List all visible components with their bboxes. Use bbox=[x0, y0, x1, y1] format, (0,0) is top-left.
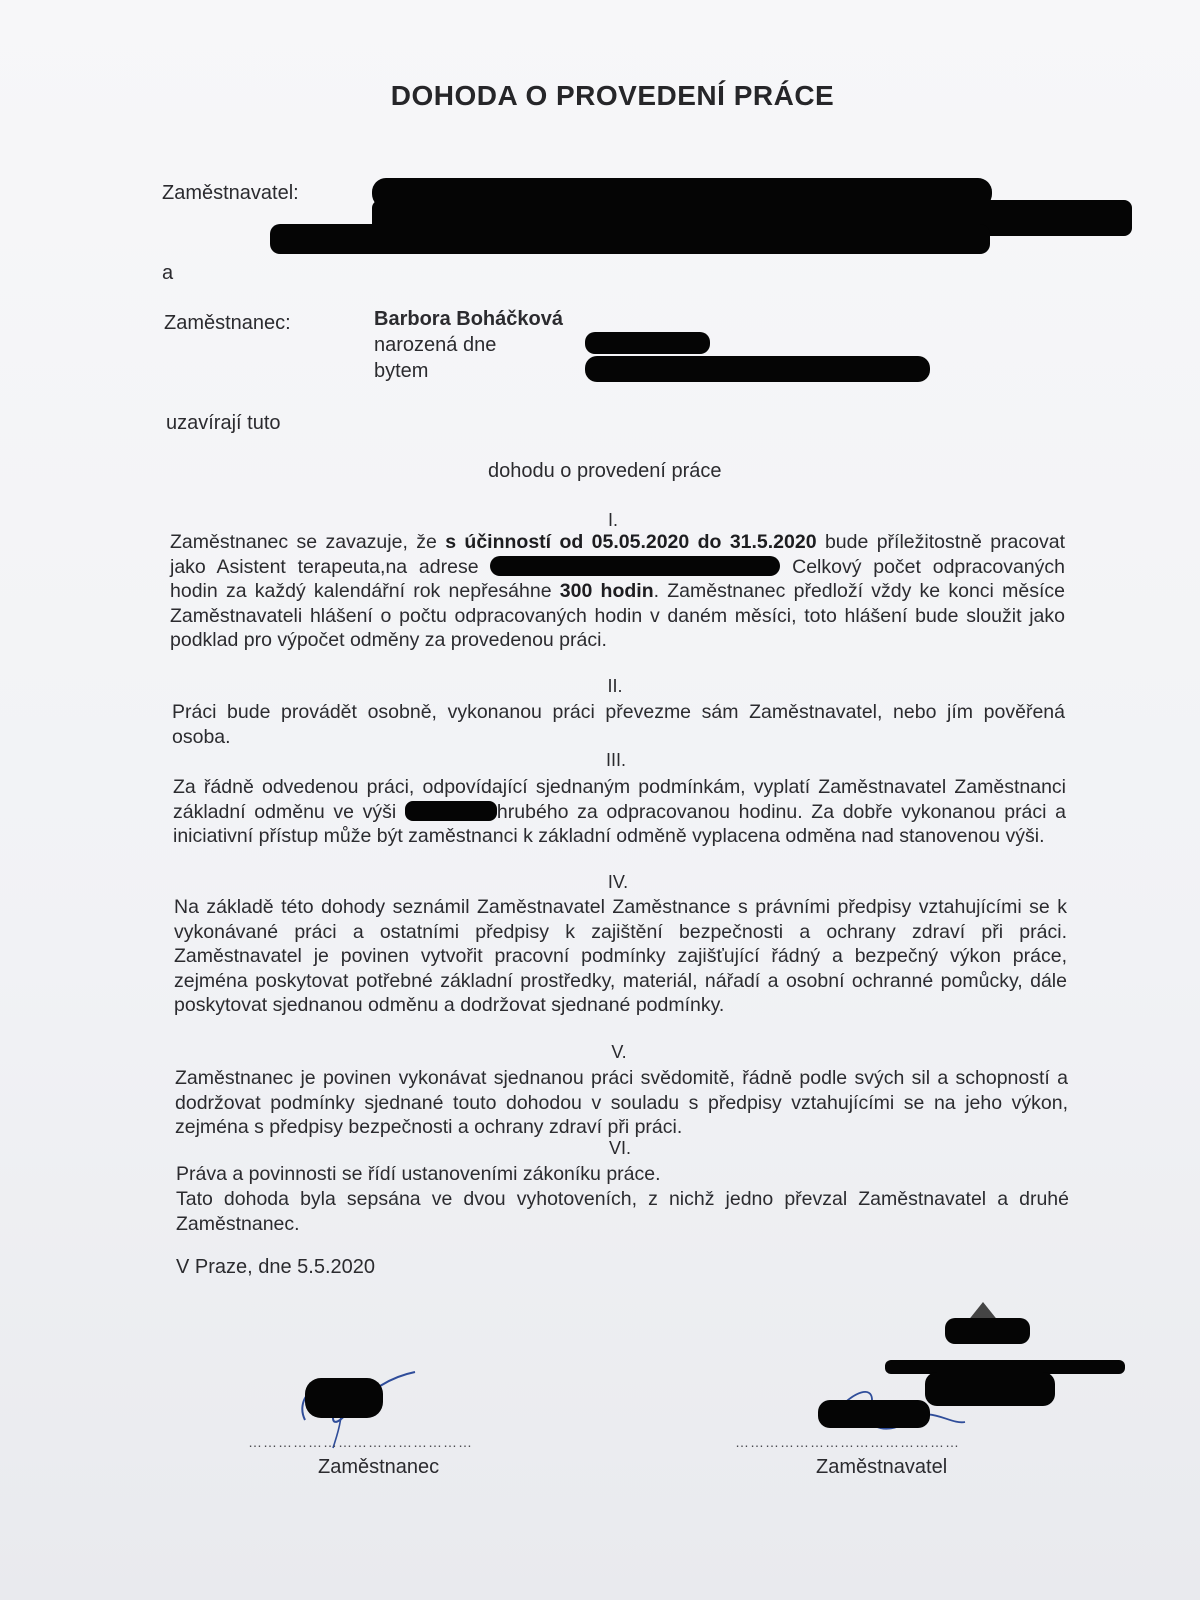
redacted-address bbox=[585, 356, 930, 382]
residence-label: bytem bbox=[374, 360, 429, 382]
redacted-employer-line3 bbox=[270, 224, 990, 254]
section-3-number: III. bbox=[605, 750, 626, 770]
document-title: DOHODA O PROVEDENÍ PRÁCE bbox=[390, 80, 835, 111]
section-6-number: VI. bbox=[608, 1138, 631, 1158]
employer-label: Zaměstnavatel: bbox=[162, 182, 299, 204]
section-5-text: Zaměstnanec je povinen vykonávat sjednanou práci svědomitě, řádně podle svých sil a schopností a dodržovat podmínky sjednané touto dohodou v souladu s předpisy vztahujícími se na jeho výkon, zejména s předpisy bezpečnosti a ochrany zdraví při práci. bbox=[175, 1067, 1068, 1138]
and-label: a bbox=[162, 262, 174, 284]
redacted-stamp-line3 bbox=[925, 1372, 1055, 1406]
section-2-text: Práci bude provádět osobně, vykonanou práci převezme sám Zaměstnavatel, nebo jím pověřená osoba. bbox=[172, 701, 1065, 748]
place-and-date: V Praze, dne 5.5.2020 bbox=[176, 1256, 376, 1278]
section-1-part2: bude příležitostně pracovat jako Asistent terapeuta,na adrese bbox=[170, 531, 1066, 578]
section-1-text bbox=[170, 530, 1065, 653]
employee-signature-label: Zaměstnanec bbox=[318, 1456, 440, 1478]
section-4-number: IV. bbox=[607, 872, 629, 892]
employer-signature-line: ……………………………………… bbox=[735, 1434, 960, 1450]
section-4-text: Na základě této dohody seznámil Zaměstnavatel Zaměstnance s právními předpisy vztahujícími se k vykonávané práci a ostatními předpisy k zajištění bezpečnosti a ochrany zdraví při práci. Zaměstnavatel je povinen vytvořit pracovní podmínky zajišťující řádný a bezpečný výkon práce, zejména poskytovat potřebné základní prostředky, materiál, nářadí a osobní ochranné pomůcky, dále poskytovat sjednanou odměnu a dodržovat sjednané podmínky. bbox=[174, 896, 1067, 1016]
employee-signature-line: ……………………………………… bbox=[248, 1434, 473, 1450]
redacted-employer-signature bbox=[818, 1400, 930, 1428]
redacted-employee-signature bbox=[305, 1378, 383, 1418]
redacted-work-address bbox=[490, 556, 780, 576]
section-1-validity-dates: s účinností od 05.05.2020 do 31.5.2020 bbox=[445, 531, 817, 553]
section-1-hours-limit: 300 hodin bbox=[559, 580, 654, 602]
section-2-number: II. bbox=[607, 676, 623, 696]
section-3-text bbox=[173, 775, 1066, 849]
conclude-text: uzavírají tuto bbox=[166, 412, 281, 434]
section-3-part2: hrubého za odpracovanou hodinu. Za dobře vykonanou práci a iniciativní přístup může být zaměstnanci k základní odměně vyplacena odměna nad stanovenou výši. bbox=[173, 800, 1066, 847]
section-6-line1: Práva a povinnosti se řídí ustanoveními zákoníku práce. bbox=[176, 1163, 661, 1185]
employer-signature-label: Zaměstnavatel bbox=[816, 1456, 948, 1478]
redacted-hourly-rate bbox=[405, 801, 497, 821]
employee-name: Barbora Boháčková bbox=[374, 308, 563, 330]
section-3-part1: Za řádně odvedenou práci, odpovídající sjednaným podmínkám, vyplatí Zaměstnavatel Zaměstnanci základní odměnu ve výši bbox=[173, 776, 1066, 823]
born-label: narozená dne bbox=[374, 334, 497, 356]
section-1-number: I. bbox=[607, 510, 618, 530]
document-subtitle: dohodu o provedení práce bbox=[488, 460, 722, 482]
section-6-line2: Tato dohoda byla sepsána ve dvou vyhotoveních, z nichž jedno převzal Zaměstnavatel a druhé Zaměstnanec. bbox=[176, 1188, 1069, 1235]
section-5-number: V. bbox=[611, 1042, 627, 1062]
redacted-stamp-line1 bbox=[945, 1318, 1030, 1344]
employee-label: Zaměstnanec: bbox=[164, 312, 291, 334]
section-1-part3: Celkový počet odpracovaných hodin za každý kalendářní rok nepřesáhne bbox=[170, 555, 1065, 602]
redacted-birth-date bbox=[585, 332, 710, 354]
section-1-part4: . Zaměstnanec předloží vždy ke konci měsíce Zaměstnavateli hlášení o počtu odpracovaných hodin v daném měsíci, toto hlášení bude sloužit jako podklad pro výpočet odměny za provedenou práci. bbox=[170, 580, 1065, 651]
section-1-part1: Zaměstnanec se zavazuje, že bbox=[170, 531, 446, 553]
